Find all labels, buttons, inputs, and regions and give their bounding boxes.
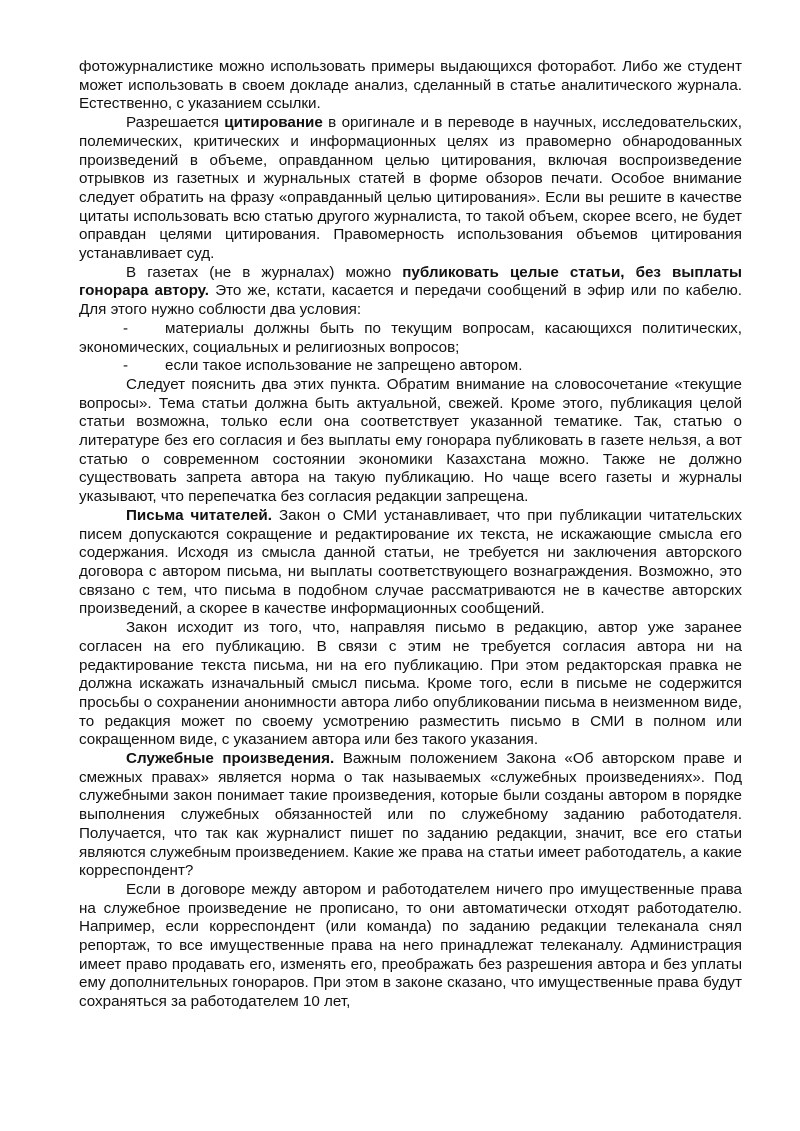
paragraph-law-letters: Закон исходит из того, что, направляя письмо в редакцию, автор уже заранее согласен на его публикацию. В связи с этим не требуется согласия автора ни на редактирование текста письма, ни на его публикацию. При этом редакторская правка не должна искажать изначальный смысл письма. Кроме того, если в письме не содержится просьбы о сохранении анонимности автора либо опубликовании письма в неизменном виде, то редакция может по своему усмотрению разместить письмо в СМИ в полном или сокращенном виде, с указанием автора или без такого указания. [79,619,742,749]
document-page [79,58,742,1012]
list-item [79,320,742,357]
paragraph-property-rights: Если в договоре между автором и работодателем ничего про имущественные права на служебное произведение не прописано, то они автоматически отходят работодателю. Например, если корреспондент (или команда) по заданию редакции телеканала снял репортаж, то все имущественные права на него принадлежат телеканалу. Администрация имеет право продавать его, изменять его, преображать без разрешения автора и без уплаты ему дополнительных гонораров. При этом в законе сказано, что имущественные права будут сохраняться за работодателем 10 лет, [79,880,742,1011]
paragraph-letters-body: Закон о СМИ устанавливает, что при публикации читательских писем допускаются сокращение и редактирование их текста, не искажающие смысла его содержания. Исходя из смысла данной статьи, не требуется ни заключения авторского договора с автором письма, ни выплаты соответствующего вознаграждения. Возможно, это связано с тем, что письма в подобном случае рассматриваются не в качестве авторских произведений, а скорее в качестве информационных сообщений. [79,506,742,618]
list-item-text: если такое использование не запрещено автором. [165,357,523,375]
term-citation: цитирование [224,114,323,132]
paragraph-newspapers [79,264,742,320]
paragraph-service-works-body: Важным положением Закона «Об авторском праве и смежных правах» является норма о так называемых «служебных произведениях». Под служебными закон понимает такие произведения, которые были созданы автором в порядке выполнения служебных обязанностей или по служебному заданию работодателя. Получается, что так как журналист пишет по заданию редакции, значит, все его статьи являются служебным произведением. Какие же права на статьи имеет работодатель, а какие корреспондент? [79,750,742,880]
paragraph-newspapers-body: Это же, кстати, касается и передачи сообщений в эфир или по кабелю. Для этого нужно соблюсти два условия: [79,282,743,319]
list-item-text: материалы должны быть по текущим вопросам, касающихся политических, экономических, социальных и религиозных вопросов; [79,319,742,356]
term-service-works: Служебные произведения. [126,750,335,768]
paragraph-letters [79,507,742,619]
paragraph-citation-lead: Разрешается [126,114,225,132]
paragraph-citation [79,114,742,264]
paragraph-explanation: Следует пояснить два этих пункта. Обратим внимание на словосочетание «текущие вопросы». Тема статьи должна быть актуальной, свежей. Кроме этого, публикация целой статьи возможна, только если она соответствует указанной тематике. Так, статью о литературе без его согласия и без выплаты ему гонорара публиковать в газете нельзя, а вот статью о современном состоянии экономики Казахстана можно. Также не должно существовать запрета автора на такую публикацию. Но чаще всего газеты и журналы указывают, что перепечатка без согласия редакции запрещена. [79,375,742,506]
term-whole-articles: публиковать целые статьи, без выплаты гонорара автору. [79,263,743,300]
list-dash: - [123,319,129,337]
list-item [79,357,742,376]
paragraph-1: фотожурналистике можно использовать примеры выдающихся фоторабот. Либо же студент может использовать в своем докладе анализ, сделанный в статье аналитического журнала. Естественно, с указанием ссылки. [79,58,742,113]
term-readers-letters: Письма читателей. [126,506,272,524]
list-dash: - [123,357,129,375]
paragraph-citation-body: в оригинале и в переводе в научных, исследовательских, полемических, критических и информационных целях из правомерно обнародованных произведений в объеме, оправданном целью цитирования, включая воспроизведение отрывков из газетных и журнальных статей в форме обзоров печати. Особое внимание следует обратить на фразу «оправданный целью цитирования». Если вы решите в качестве цитаты использовать всю статью другого журналиста, то такой объем, скорее всего, не будет оправдан целями цитирования. Правомерность использования объемов цитирования устанавливает суд. [79,114,742,263]
paragraph-newspapers-lead: В газетах (не в журналах) можно [126,263,403,281]
paragraph-service-works [79,750,742,881]
